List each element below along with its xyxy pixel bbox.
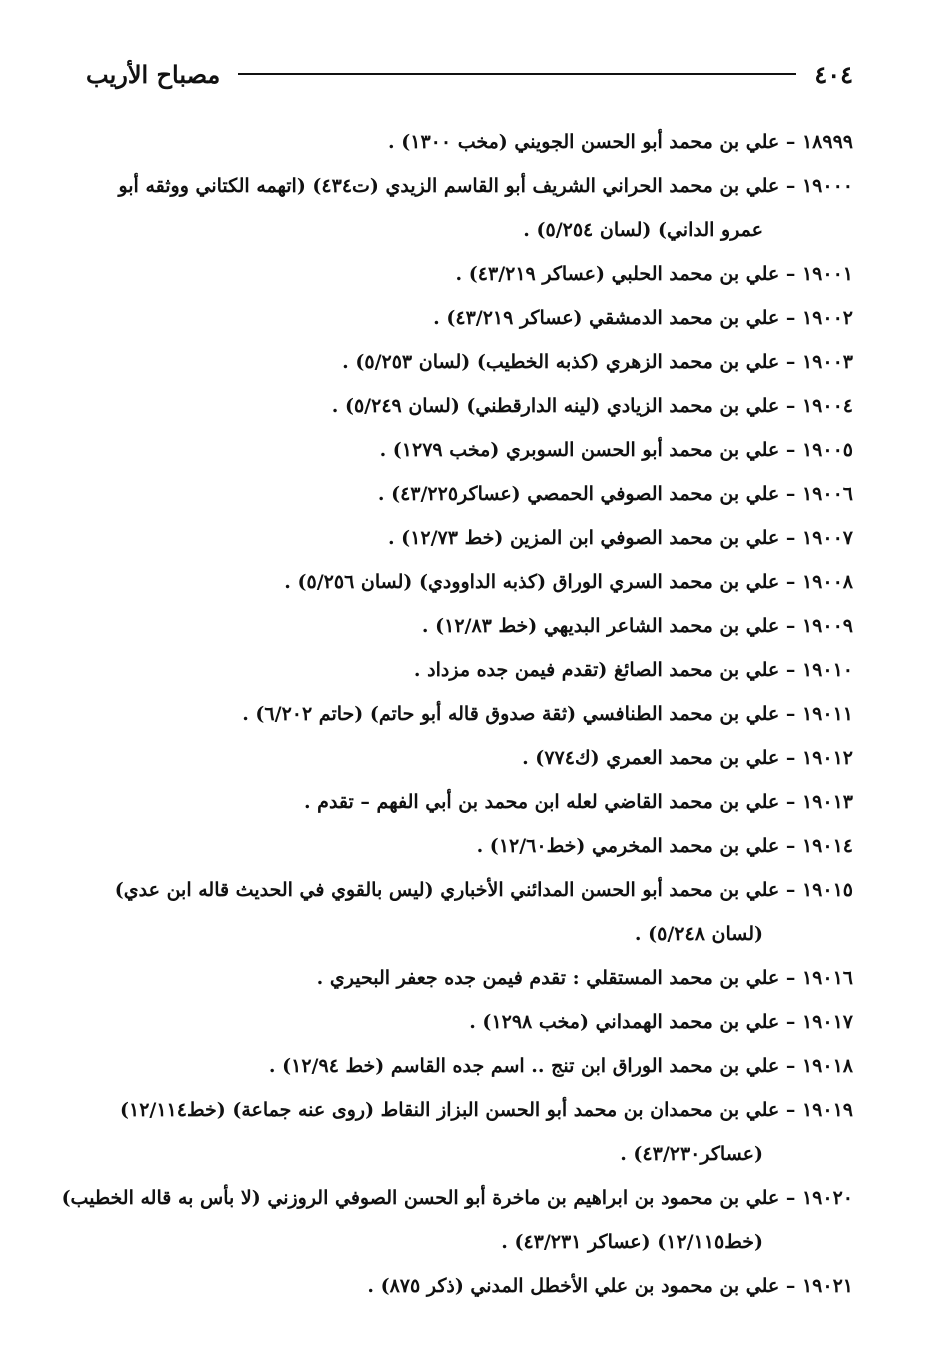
entry-line: ١٩٠٠٢ – علي بن محمد الدمشقي (عساكر ٤٣/٢١٩) . (433, 307, 853, 329)
entry-line: ١٩٠٠٠ – علي بن محمد الحراني الشريف أبو القاسم الزيدي (ت٤٣٤) (اتهمه الكتاني ووثقه أبو (118, 175, 853, 197)
entry-continuation-line: (لسان ٥/٢٤٨) . (634, 923, 763, 945)
entry-line: ١٩٠١٣ – علي بن محمد القاضي لعله ابن محمد بن أبي الفهم – تقدم . (303, 791, 853, 813)
entry-line: ١٩٠٠٣ – علي بن محمد الزهري (كذبه الخطيب) (لسان ٥/٢٥٣) . (342, 351, 853, 373)
entry (86, 956, 853, 1000)
entry (86, 252, 853, 296)
entry (86, 824, 853, 868)
entry (86, 296, 853, 340)
entry-line: ١٩٠١٢ – علي بن محمد العمري (ك٧٧٤) . (522, 747, 853, 769)
header-rule (238, 73, 796, 75)
entry-continuation-line: (عساكر٤٣/٢٣٠) . (620, 1143, 763, 1165)
entry (86, 1044, 853, 1088)
entry (86, 692, 853, 736)
entry (86, 164, 853, 252)
entry (86, 604, 853, 648)
entry-continuation-line: (خط١٢/١١٥) (عساكر ٤٣/٢٣١) . (501, 1231, 763, 1253)
entry (61, 1176, 853, 1264)
entry (86, 384, 853, 428)
entry (86, 340, 853, 384)
entry-line: ١٩٠٠٨ – علي بن محمد السري الوراق (كذبه الداوودي) (لسان ٥/٢٥٦) . (284, 571, 853, 593)
entry-line: ١٩٠٠٦ – علي بن محمد الصوفي الحمصي (عساكر٤٣/٢٢٥) . (377, 483, 853, 505)
entry (86, 472, 853, 516)
entry-line: ١٩٠٠٤ – علي بن محمد الزيادي (لينه الدارقطني) (لسان ٥/٢٤٩) . (331, 395, 853, 417)
entry (86, 428, 853, 472)
entry (86, 560, 853, 604)
entry (86, 1000, 853, 1044)
entry-line: ١٩٠١٦ – علي بن محمد المستقلي : تقدم فيمن جده جعفر البحيري . (316, 967, 853, 989)
entry-line: ١٩٠٠٥ – علي بن محمد أبو الحسن السوبري (مخب ١٢٧٩) . (379, 439, 853, 461)
entry (86, 868, 853, 956)
entry-line: ١٩٠٠١ – علي بن محمد الحلبي (عساكر ٤٣/٢١٩) . (455, 263, 853, 285)
book-title: مصباح الأريب (86, 59, 221, 89)
entry-line: ١٩٠١١ – علي بن محمد الطنافسي (ثقة صدوق قاله أبو حاتم) (حاتم ٦/٢٠٢) . (242, 703, 853, 725)
entry (86, 1088, 853, 1176)
entry (86, 736, 853, 780)
entry-line: ١٩٠٢١ – علي بن محمود بن علي الأخطل المدني (ذكر ٨٧٥) . (367, 1275, 853, 1297)
entry-line: ١٩٠١٨ – علي بن محمد الوراق ابن تنج .. اسم جده القاسم (خط ١٢/٩٤) . (268, 1055, 853, 1077)
entry (86, 516, 853, 560)
entry (86, 120, 853, 164)
entry-line: ١٩٠٠٧ – علي بن محمد الصوفي ابن المزين (خط ١٢/٧٣) . (387, 527, 853, 549)
page-header (86, 52, 853, 96)
entry (86, 1264, 853, 1308)
entry-line: ١٩٠١٠ – علي بن محمد الصائغ (تقدم فيمن جده مزداد . (413, 659, 853, 681)
entry-line: ١٩٠٢٠ – علي بن محمود بن ابراهيم بن ماخرة أبو الحسن الصوفي الروزني (لا بأس به قاله الخطيب) (61, 1187, 853, 1209)
entry-line: ١٨٩٩٩ – علي بن محمد أبو الحسن الجويني (مخب ١٣٠٠) . (388, 131, 853, 153)
page-number: ٤٠٤ (814, 59, 853, 89)
entry-line: ١٩٠١٩ – علي بن محمدان بن محمد أبو الحسن البزاز النقاط (روى عنه جماعة) (خط١٢/١١٤) (119, 1099, 853, 1121)
entry (86, 648, 853, 692)
entry-line: ١٩٠١٥ – علي بن محمد أبو الحسن المدائني الأخباري (ليس بالقوي في الحديث قاله ابن عدي) (114, 879, 853, 901)
entry-list (61, 120, 853, 1308)
entry-line: ١٩٠٠٩ – علي بن محمد الشاعر البديهي (خط ١٢/٨٣) . (421, 615, 853, 637)
entry-continuation-line: عمرو الداني) (لسان ٥/٢٥٤) . (523, 219, 763, 241)
entry-line: ١٩٠١٧ – علي بن محمد الهمداني (مخب ١٢٩٨) . (469, 1011, 853, 1033)
entry-line: ١٩٠١٤ – علي بن محمد المخرمي (خط١٢/٦٠) . (476, 835, 853, 857)
entry (86, 780, 853, 824)
